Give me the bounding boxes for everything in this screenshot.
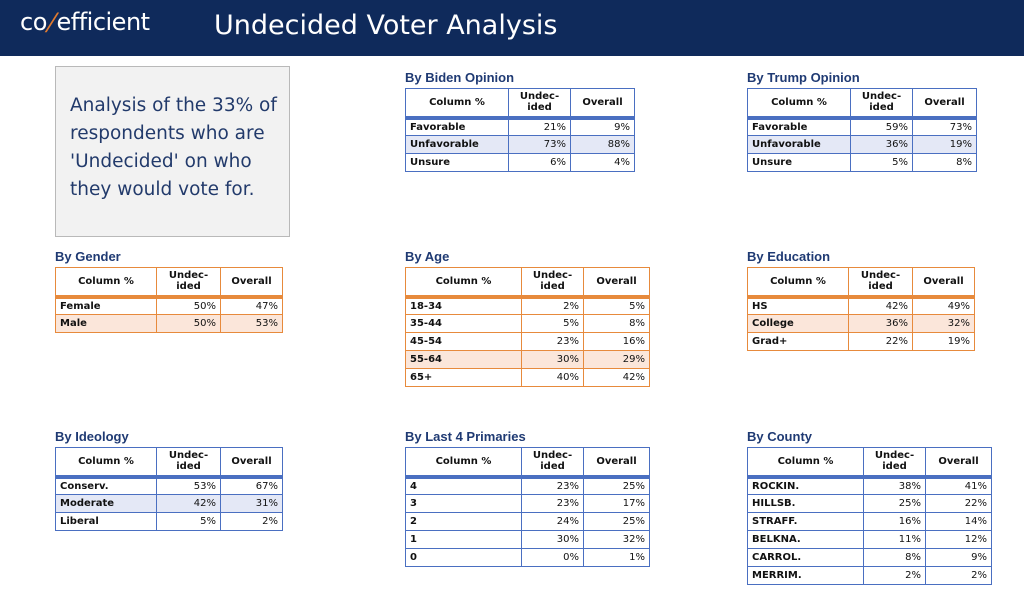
overall-value: 2% (926, 567, 992, 585)
logo-text-right: efficient (56, 8, 150, 36)
undecided-value: 73% (509, 136, 571, 154)
row-label: Favorable (748, 118, 851, 136)
overall-value: 73% (913, 118, 977, 136)
row-label: CARROL. (748, 549, 864, 567)
overall-value: 9% (571, 118, 635, 136)
table-header-row (406, 448, 650, 477)
overall-value: 16% (584, 333, 650, 351)
row-label: Moderate (56, 495, 157, 513)
overall-value: 4% (571, 154, 635, 172)
undecided-value: 40% (522, 369, 584, 387)
section-ideology (55, 429, 283, 531)
column-header: Undec- ided (522, 268, 584, 297)
overall-value: 32% (913, 315, 975, 333)
overall-value: 1% (584, 549, 650, 567)
table-header-row (56, 448, 283, 477)
overall-value: 19% (913, 333, 975, 351)
overall-value: 8% (584, 315, 650, 333)
undecided-value: 23% (522, 477, 584, 495)
table-row (748, 333, 975, 351)
row-label: College (748, 315, 849, 333)
undecided-value: 53% (157, 477, 221, 495)
table-row (56, 297, 283, 315)
row-label: 45-54 (406, 333, 522, 351)
table-row (406, 513, 650, 531)
column-header: Overall (221, 448, 283, 477)
trump-table (747, 88, 977, 172)
table-header-row (748, 448, 992, 477)
table-row (748, 154, 977, 172)
education-table (747, 267, 975, 351)
overall-value: 42% (584, 369, 650, 387)
undecided-value: 16% (864, 513, 926, 531)
column-header: Overall (913, 268, 975, 297)
undecided-value: 6% (509, 154, 571, 172)
section-title: By Last 4 Primaries (405, 429, 526, 444)
section-title: By Education (747, 249, 831, 264)
undecided-value: 30% (522, 351, 584, 369)
undecided-value: 5% (522, 315, 584, 333)
row-label: 0 (406, 549, 522, 567)
undecided-value: 23% (522, 495, 584, 513)
column-header: Undec- ided (509, 89, 571, 118)
table-row (406, 136, 635, 154)
row-label: ROCKIN. (748, 477, 864, 495)
row-label: STRAFF. (748, 513, 864, 531)
analysis-note: Analysis of the 33% of respondents who are 'Undecided' on who they would vote for. (55, 66, 290, 237)
section-title: By County (747, 429, 812, 444)
column-header: Overall (584, 268, 650, 297)
overall-value: 2% (221, 513, 283, 531)
undecided-value: 36% (851, 136, 913, 154)
table-header-row (748, 89, 977, 118)
undecided-value: 21% (509, 118, 571, 136)
section-education (747, 249, 975, 351)
table-row (748, 136, 977, 154)
column-header: Overall (926, 448, 992, 477)
primaries-table (405, 447, 650, 567)
section-biden-opinion (405, 70, 635, 172)
column-header: Column % (406, 89, 509, 118)
undecided-value: 5% (851, 154, 913, 172)
column-header: Undec- ided (522, 448, 584, 477)
table-row (748, 297, 975, 315)
overall-value: 67% (221, 477, 283, 495)
row-label: 18-34 (406, 297, 522, 315)
row-label: Conserv. (56, 477, 157, 495)
overall-value: 14% (926, 513, 992, 531)
table-header-row (748, 268, 975, 297)
county-table (747, 447, 992, 585)
logo-slash: / (43, 8, 61, 36)
row-label: 55-64 (406, 351, 522, 369)
undecided-value: 22% (849, 333, 913, 351)
row-label: Unsure (748, 154, 851, 172)
overall-value: 53% (221, 315, 283, 333)
overall-value: 25% (584, 477, 650, 495)
undecided-value: 2% (864, 567, 926, 585)
row-label: 2 (406, 513, 522, 531)
column-header: Overall (221, 268, 283, 297)
table-row (406, 495, 650, 513)
overall-value: 32% (584, 531, 650, 549)
gender-table (55, 267, 283, 333)
table-row (406, 369, 650, 387)
section-gender (55, 249, 283, 333)
undecided-value: 59% (851, 118, 913, 136)
overall-value: 29% (584, 351, 650, 369)
undecided-value: 42% (849, 297, 913, 315)
column-header: Column % (56, 448, 157, 477)
undecided-value: 25% (864, 495, 926, 513)
section-title: By Trump Opinion (747, 70, 860, 85)
column-header: Overall (584, 448, 650, 477)
logo-text-left: co (20, 8, 47, 36)
undecided-value: 2% (522, 297, 584, 315)
column-header: Undec- ided (864, 448, 926, 477)
row-label: 35-44 (406, 315, 522, 333)
column-header: Undec- ided (849, 268, 913, 297)
overall-value: 41% (926, 477, 992, 495)
table-row (748, 513, 992, 531)
row-label: Unfavorable (748, 136, 851, 154)
undecided-value: 30% (522, 531, 584, 549)
table-row (406, 549, 650, 567)
undecided-value: 0% (522, 549, 584, 567)
column-header: Column % (748, 268, 849, 297)
overall-value: 8% (913, 154, 977, 172)
undecided-value: 36% (849, 315, 913, 333)
table-row (406, 315, 650, 333)
overall-value: 25% (584, 513, 650, 531)
table-row (406, 297, 650, 315)
section-title: By Age (405, 249, 450, 264)
table-row (748, 567, 992, 585)
table-row (406, 351, 650, 369)
column-header: Column % (406, 448, 522, 477)
section-title: By Ideology (55, 429, 129, 444)
overall-value: 5% (584, 297, 650, 315)
column-header: Column % (56, 268, 157, 297)
overall-value: 88% (571, 136, 635, 154)
row-label: Favorable (406, 118, 509, 136)
column-header: Overall (571, 89, 635, 118)
row-label: 1 (406, 531, 522, 549)
undecided-value: 38% (864, 477, 926, 495)
section-age (405, 249, 650, 387)
table-header-row (406, 89, 635, 118)
table-row (56, 513, 283, 531)
row-label: 3 (406, 495, 522, 513)
column-header: Column % (406, 268, 522, 297)
coefficient-logo (20, 8, 150, 36)
overall-value: 47% (221, 297, 283, 315)
biden-table (405, 88, 635, 172)
table-header-row (406, 268, 650, 297)
table-row (406, 154, 635, 172)
overall-value: 12% (926, 531, 992, 549)
undecided-value: 8% (864, 549, 926, 567)
row-label: Unfavorable (406, 136, 509, 154)
column-header: Overall (913, 89, 977, 118)
table-header-row (56, 268, 283, 297)
table-row (748, 495, 992, 513)
row-label: Grad+ (748, 333, 849, 351)
table-row (748, 477, 992, 495)
table-row (56, 477, 283, 495)
column-header: Undec- ided (157, 448, 221, 477)
overall-value: 22% (926, 495, 992, 513)
page-title: Undecided Voter Analysis (214, 10, 558, 41)
column-header: Undec- ided (851, 89, 913, 118)
ideology-table (55, 447, 283, 531)
undecided-value: 24% (522, 513, 584, 531)
row-label: 65+ (406, 369, 522, 387)
row-label: BELKNA. (748, 531, 864, 549)
undecided-value: 5% (157, 513, 221, 531)
row-label: HS (748, 297, 849, 315)
column-header: Column % (748, 448, 864, 477)
column-header: Undec- ided (157, 268, 221, 297)
row-label: Male (56, 315, 157, 333)
row-label: HILLSB. (748, 495, 864, 513)
table-row (748, 549, 992, 567)
undecided-value: 11% (864, 531, 926, 549)
row-label: 4 (406, 477, 522, 495)
table-row (748, 531, 992, 549)
column-header: Column % (748, 89, 851, 118)
age-table (405, 267, 650, 387)
section-trump-opinion (747, 70, 977, 172)
undecided-value: 23% (522, 333, 584, 351)
table-row (406, 531, 650, 549)
section-last-4-primaries (405, 429, 650, 567)
undecided-value: 42% (157, 495, 221, 513)
table-row (406, 118, 635, 136)
overall-value: 17% (584, 495, 650, 513)
section-county (747, 429, 992, 585)
table-row (56, 495, 283, 513)
row-label: Female (56, 297, 157, 315)
table-row (56, 315, 283, 333)
table-row (406, 477, 650, 495)
undecided-value: 50% (157, 297, 221, 315)
overall-value: 49% (913, 297, 975, 315)
overall-value: 31% (221, 495, 283, 513)
table-row (748, 118, 977, 136)
row-label: MERRIM. (748, 567, 864, 585)
table-row (748, 315, 975, 333)
section-title: By Gender (55, 249, 121, 264)
overall-value: 19% (913, 136, 977, 154)
overall-value: 9% (926, 549, 992, 567)
table-row (406, 333, 650, 351)
undecided-value: 50% (157, 315, 221, 333)
row-label: Unsure (406, 154, 509, 172)
row-label: Liberal (56, 513, 157, 531)
header-bar (0, 0, 1024, 56)
section-title: By Biden Opinion (405, 70, 515, 85)
